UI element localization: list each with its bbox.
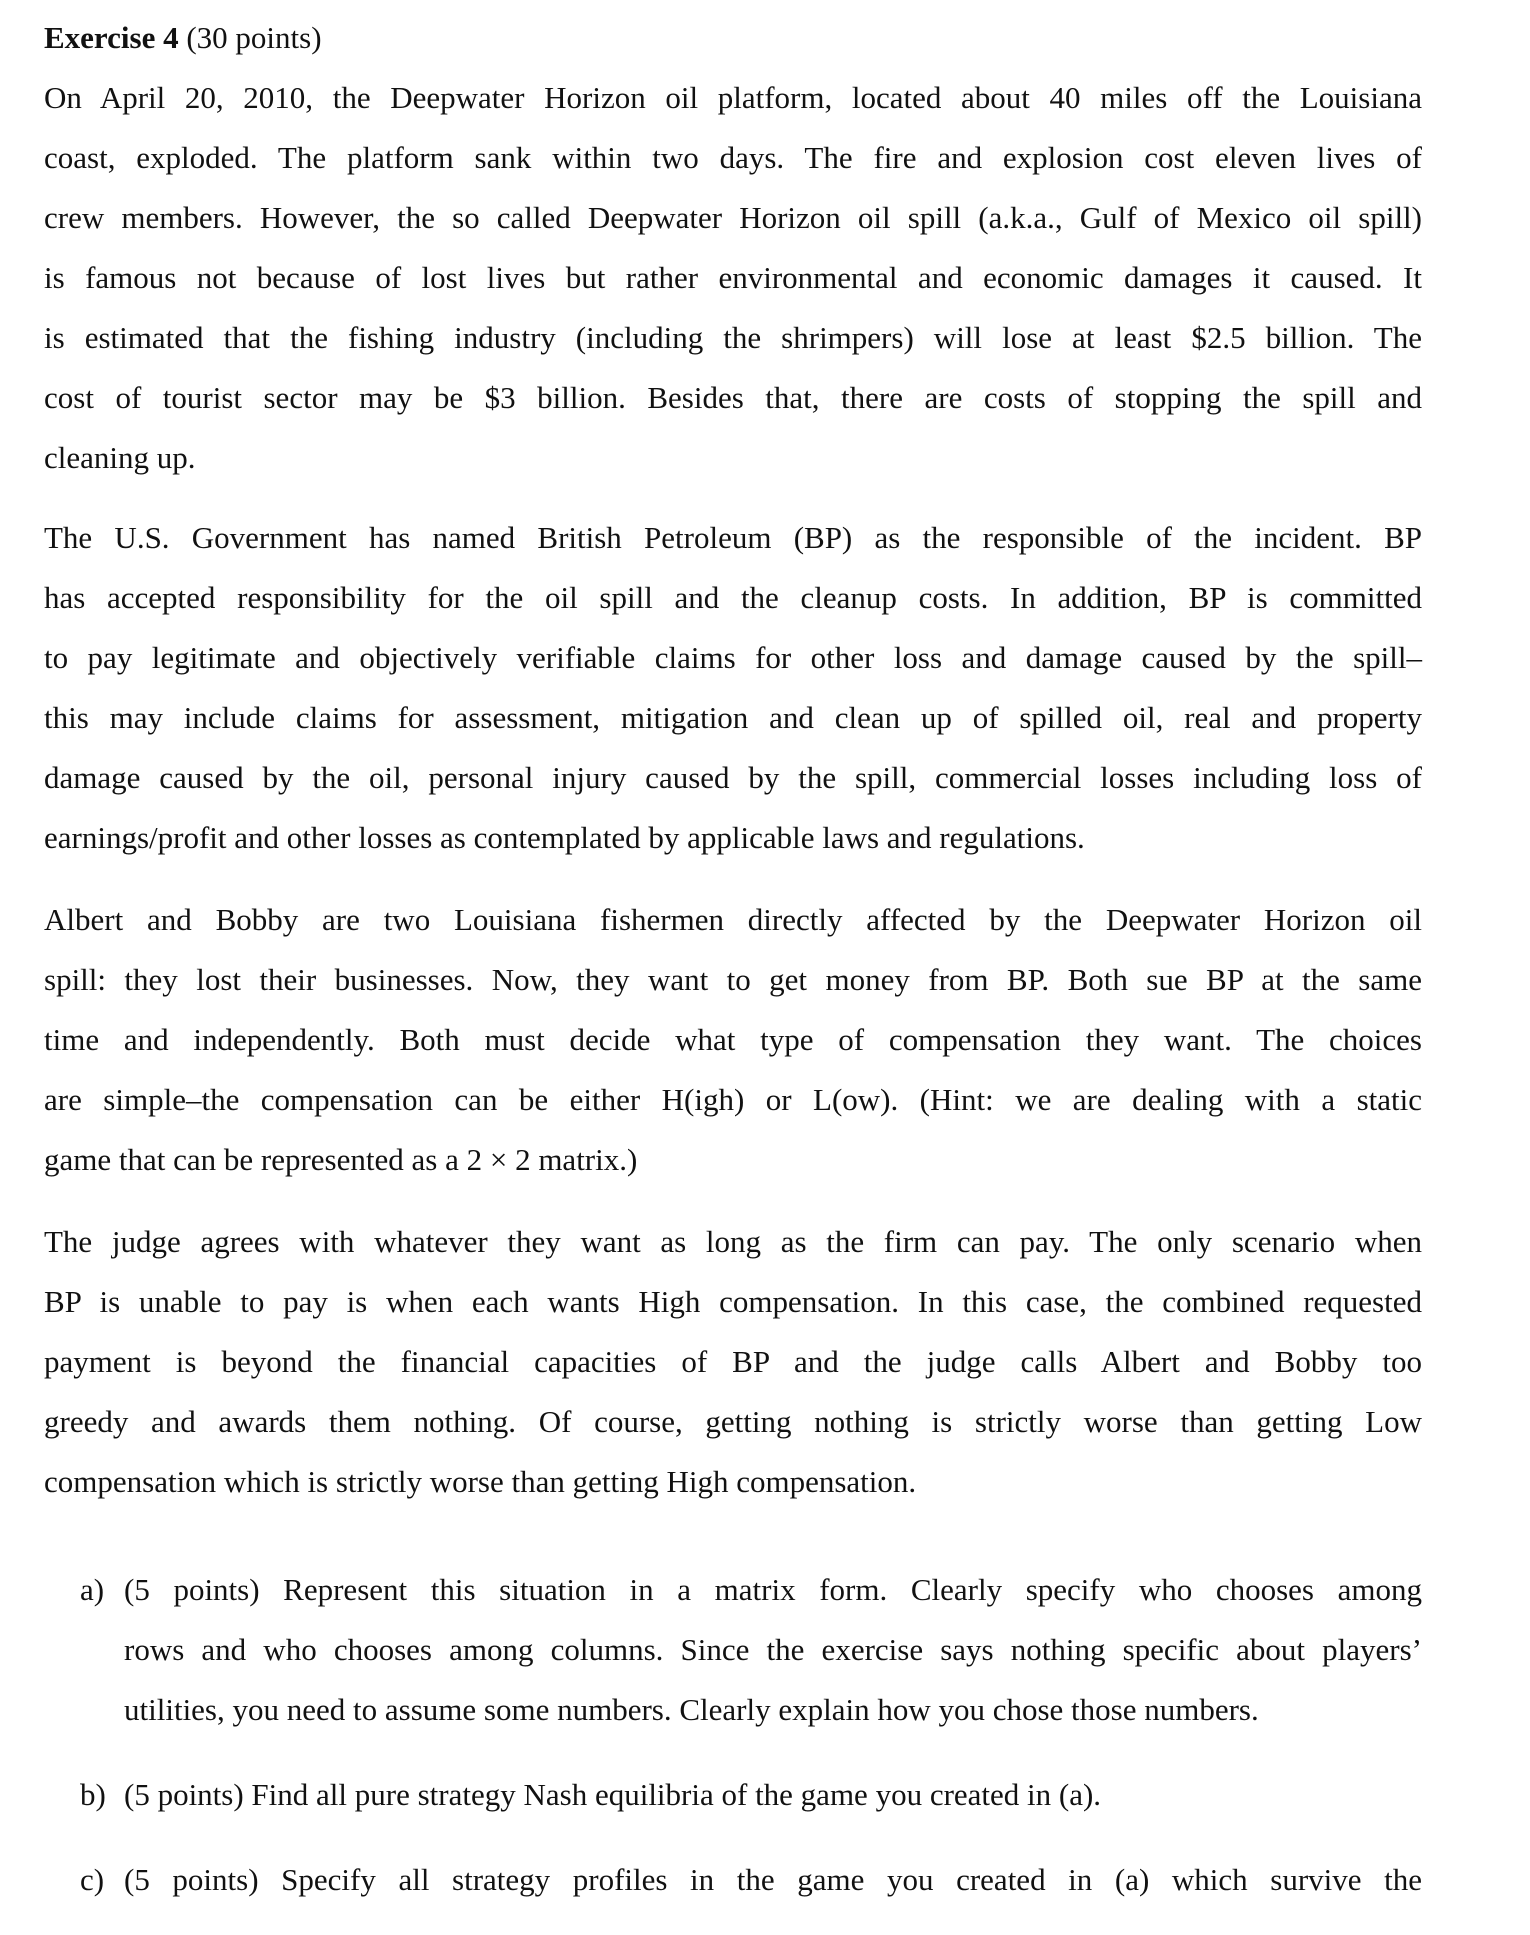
question-line: (5 points) Represent this situation in a matrix form. Clearly specify who chooses among <box>124 1572 1422 1607</box>
text-line: game that can be represented as a 2 × 2 matrix.) <box>44 1142 638 1177</box>
text-line: BP is unable to pay is when each wants High compensation. In this case, the combined requested <box>44 1284 1422 1319</box>
text-line: earnings/profit and other losses as contemplated by applicable laws and regulations. <box>44 820 1085 855</box>
text-line: greedy and awards them nothing. Of course, getting nothing is strictly worse than getting Low <box>44 1404 1422 1439</box>
text-line: The U.S. Government has named British Petroleum (BP) as the responsible of the incident. BP <box>44 520 1422 555</box>
text-line: Albert and Bobby are two Louisiana fishermen directly affected by the Deepwater Horizon oil <box>44 902 1422 937</box>
question-line: rows and who chooses among columns. Since the exercise says nothing specific about players’ <box>124 1632 1422 1667</box>
text-line: cleaning up. <box>44 440 196 475</box>
text-line: spill: they lost their businesses. Now, they want to get money from BP. Both sue BP at the same <box>44 962 1422 997</box>
exercise-heading <box>44 20 322 56</box>
text-line: are simple–the compensation can be either H(igh) or L(ow). (Hint: we are dealing with a static <box>44 1082 1422 1117</box>
text-line: to pay legitimate and objectively verifiable claims for other loss and damage caused by the spill– <box>44 640 1422 675</box>
question-label: c) <box>80 1862 105 1897</box>
exercise-title: Exercise 4 <box>44 20 179 55</box>
text-line: crew members. However, the so called Deepwater Horizon oil spill (a.k.a., Gulf of Mexico oil spill) <box>44 200 1422 235</box>
question-line: (5 points) Find all pure strategy Nash equilibria of the game you created in (a). <box>124 1777 1102 1812</box>
text-line: is famous not because of lost lives but rather environmental and economic damages it caused. It <box>44 260 1422 295</box>
text-line: The judge agrees with whatever they want as long as the firm can pay. The only scenario when <box>44 1224 1422 1259</box>
question-label: a) <box>80 1572 105 1607</box>
question-label: b) <box>80 1777 106 1812</box>
text-line: is estimated that the fishing industry (including the shrimpers) will lose at least $2.5 billion. The <box>44 320 1422 355</box>
text-line: damage caused by the oil, personal injury caused by the spill, commercial losses including loss of <box>44 760 1422 795</box>
text-line: time and independently. Both must decide what type of compensation they want. The choices <box>44 1022 1422 1057</box>
text-line: has accepted responsibility for the oil spill and the cleanup costs. In addition, BP is committed <box>44 580 1422 615</box>
exercise-points: (30 points) <box>186 20 322 55</box>
text-line: payment is beyond the financial capacities of BP and the judge calls Albert and Bobby too <box>44 1344 1422 1379</box>
text-line: coast, exploded. The platform sank within two days. The fire and explosion cost eleven lives of <box>44 140 1422 175</box>
text-line: compensation which is strictly worse than getting High compensation. <box>44 1464 917 1499</box>
question-line: (5 points) Specify all strategy profiles in the game you created in (a) which survive the <box>124 1862 1422 1897</box>
text-line: On April 20, 2010, the Deepwater Horizon oil platform, located about 40 miles off the Louisiana <box>44 80 1422 115</box>
question-line: utilities, you need to assume some numbers. Clearly explain how you chose those numbers. <box>124 1692 1259 1727</box>
text-line: this may include claims for assessment, mitigation and clean up of spilled oil, real and property <box>44 700 1422 735</box>
text-line: cost of tourist sector may be $3 billion. Besides that, there are costs of stopping the spill and <box>44 380 1422 415</box>
